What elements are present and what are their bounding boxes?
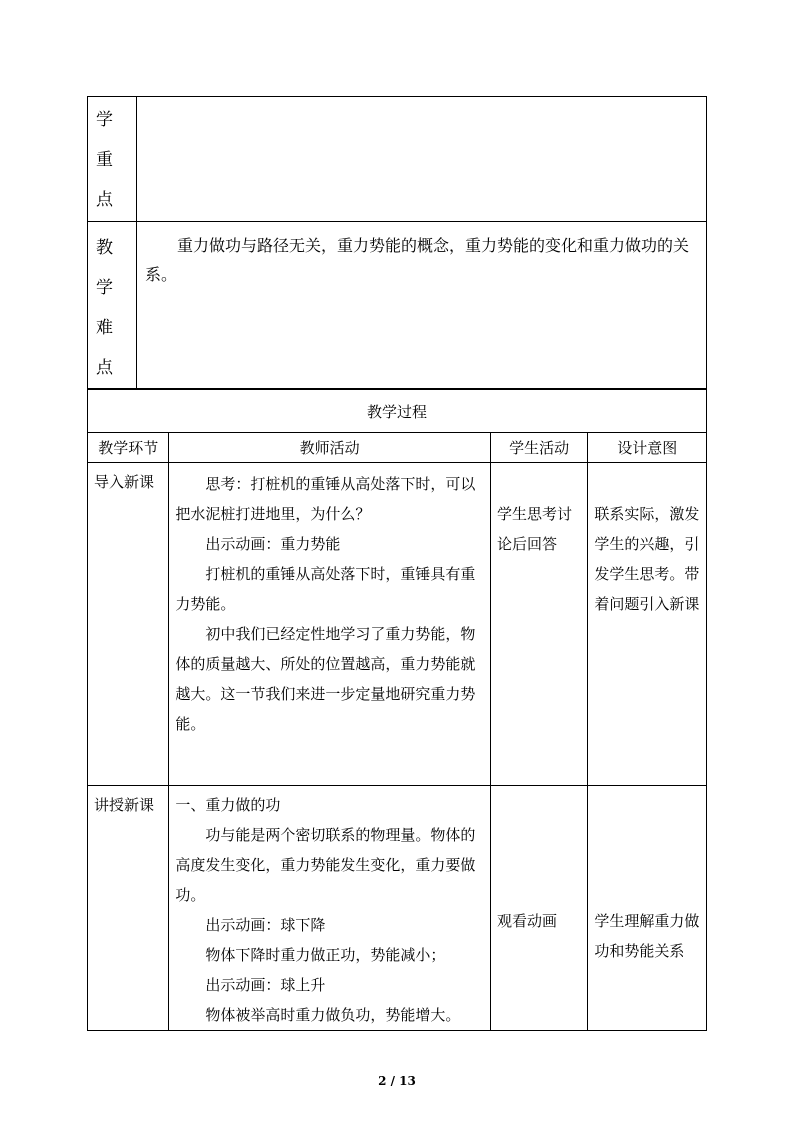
label-char: 难 <box>96 318 113 338</box>
teacher-paragraph: 初中我们已经定性地学习了重力势能，物体的质量越大、所处的位置越高，重力势能就越大。这一节我们来进一步定量地研究重力势能。 <box>175 625 476 733</box>
teacher-cell <box>169 786 491 1031</box>
teacher-paragraph: 物体下降时重力做正功，势能减小； <box>205 946 446 964</box>
label-char: 点 <box>96 190 113 210</box>
page-number: 2 / 13 <box>378 1074 416 1088</box>
student-cell: 观看动画 <box>490 786 587 1031</box>
key-points-label-cell <box>88 97 137 222</box>
teacher-paragraph: 一、重力做的功 <box>175 796 281 814</box>
teacher-paragraph: 思考：打桩机的重锤从高处落下时，可以把水泥桩打进地里，为什么？ <box>175 475 476 523</box>
teacher-paragraph: 功与能是两个密切联系的物理量。物体的高度发生变化，重力势能发生变化，重力要做功。 <box>175 826 476 904</box>
difficult-points-label-cell <box>88 222 137 389</box>
intent-cell: 联系实际，激发学生的兴趣，引发学生思考。带着问题引入新课 <box>588 463 707 786</box>
teacher-paragraph: 物体被举高时重力做负功，势能增大。 <box>205 1006 461 1024</box>
teacher-paragraph: 出示动画：重力势能 <box>205 535 341 553</box>
label-char: 教 <box>96 238 113 258</box>
stage-cell: 讲授新课 <box>88 786 169 1031</box>
process-table <box>87 389 707 1031</box>
student-cell: 学生思考讨论后回答 <box>490 463 587 786</box>
header-teacher: 教师活动 <box>169 433 491 463</box>
teacher-cell <box>169 463 491 786</box>
intent-cell: 学生理解重力做功和势能关系 <box>588 786 707 1031</box>
header-student: 学生活动 <box>490 433 587 463</box>
label-char: 点 <box>96 358 113 378</box>
header-stage: 教学环节 <box>88 433 169 463</box>
goals-table <box>87 96 707 389</box>
header-intent: 设计意图 <box>588 433 707 463</box>
difficult-points-row <box>88 222 707 389</box>
label-char: 重 <box>96 150 113 170</box>
label-char: 学 <box>96 110 113 130</box>
key-points-content <box>137 97 707 222</box>
label-char: 学 <box>96 278 113 298</box>
teacher-paragraph: 打桩机的重锤从高处落下时，重锤具有重力势能。 <box>175 565 476 613</box>
table-row <box>88 786 707 1031</box>
stage-cell: 导入新课 <box>88 463 169 786</box>
key-points-row <box>88 97 707 222</box>
process-title: 教学过程 <box>88 390 707 433</box>
header-row <box>88 433 707 463</box>
difficult-points-content: 重力做功与路径无关，重力势能的概念，重力势能的变化和重力做功的关系。 <box>137 222 707 389</box>
teacher-paragraph: 出示动画：球上升 <box>205 976 326 994</box>
table-row <box>88 463 707 786</box>
teacher-paragraph: 出示动画：球下降 <box>205 916 326 934</box>
